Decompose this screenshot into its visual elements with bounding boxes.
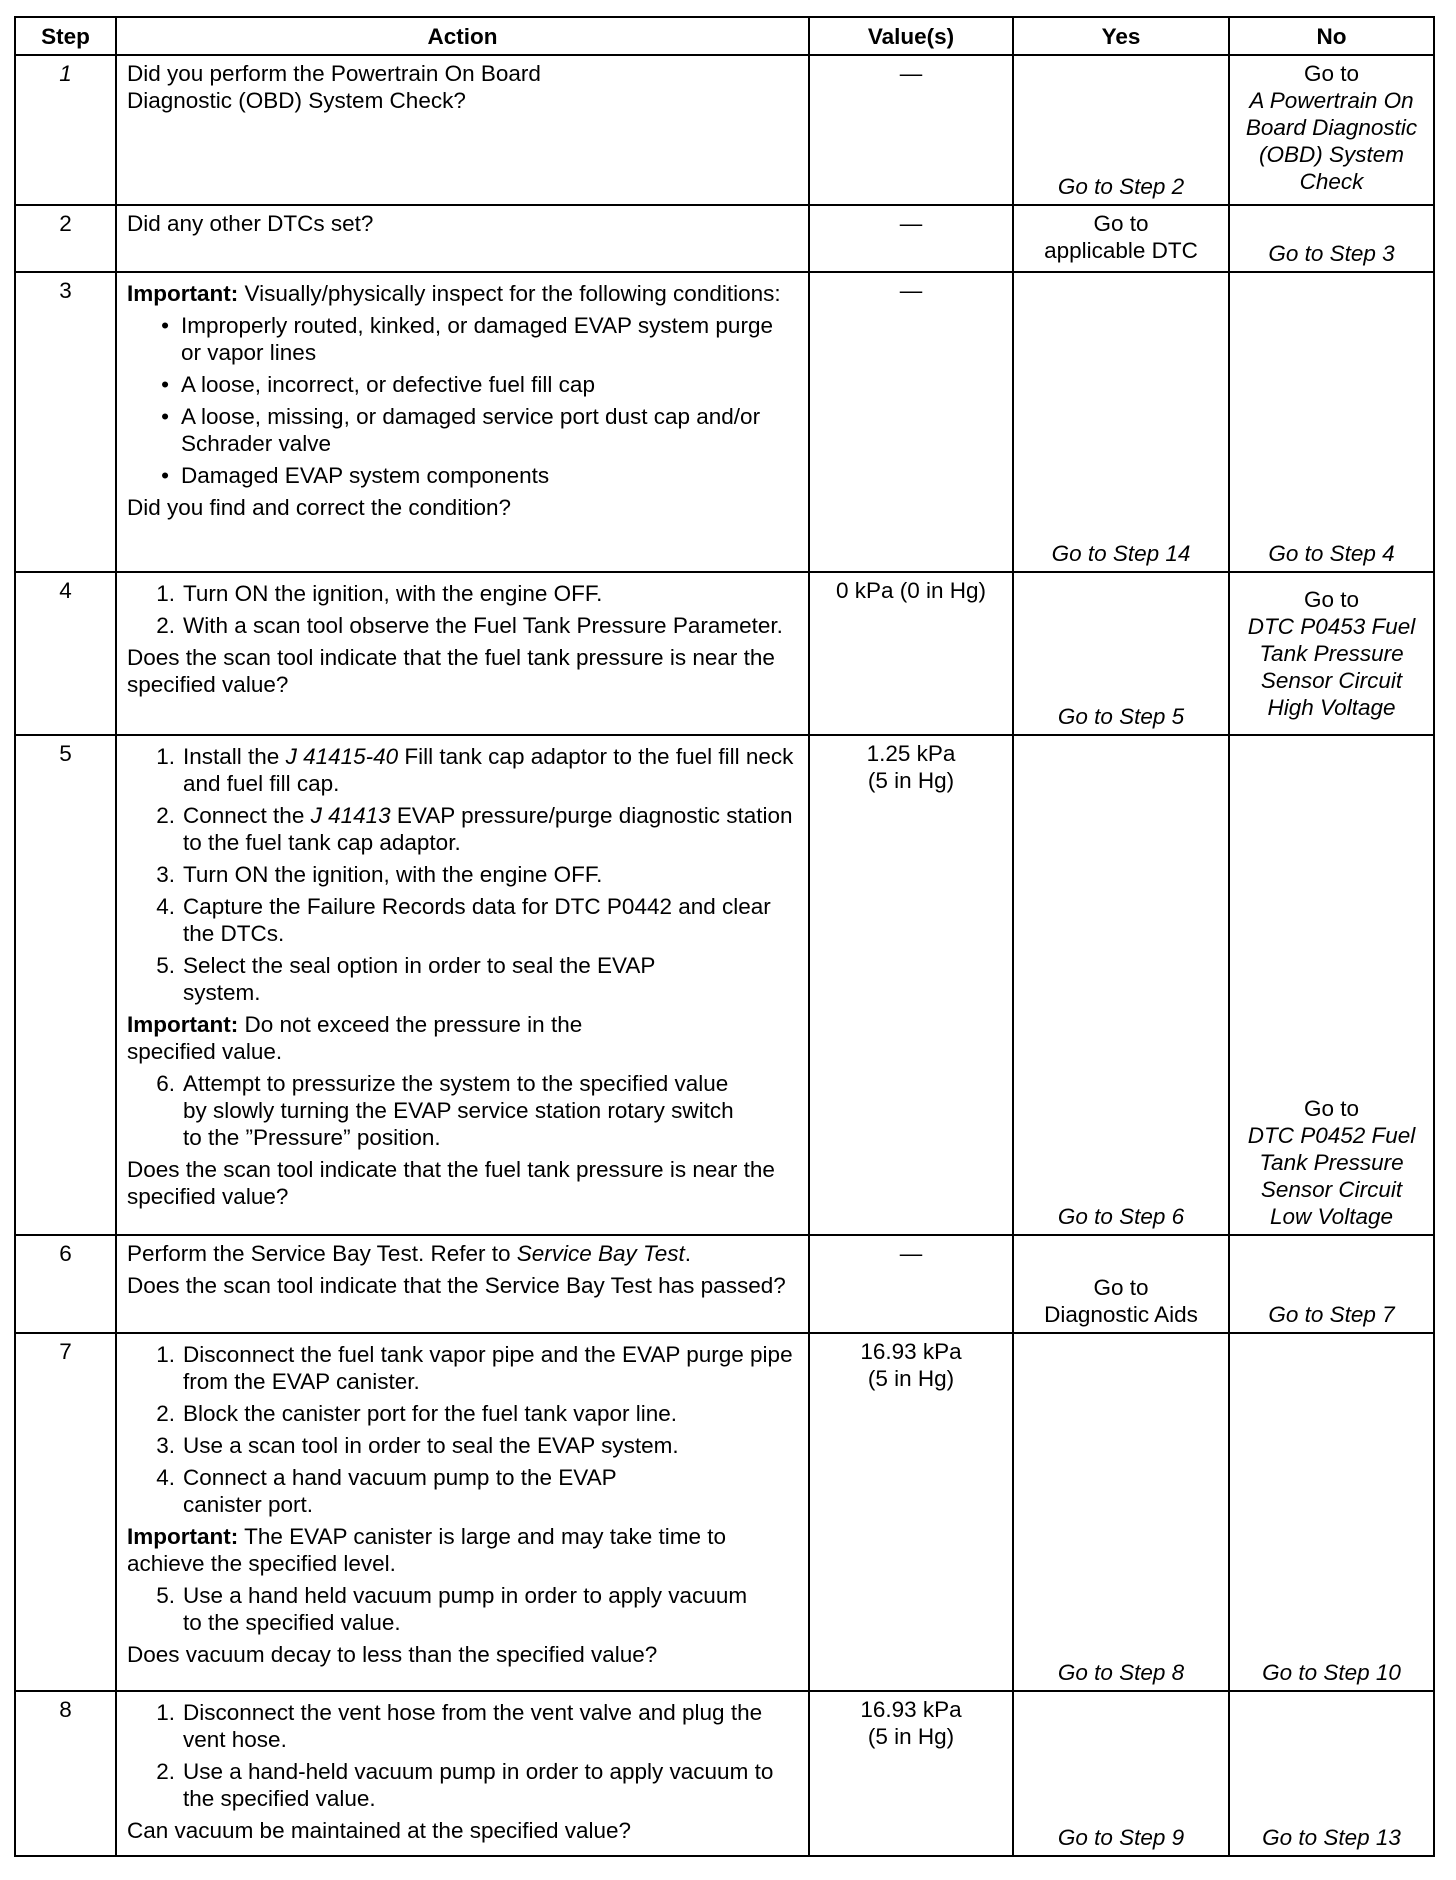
list-item <box>127 861 798 888</box>
table-row <box>15 1333 1434 1691</box>
yes-cell <box>1013 572 1229 735</box>
no-link[interactable]: DTC P0452 Fuel Tank Pressure Sensor Circuit Low Voltage <box>1247 1123 1416 1229</box>
step-index: 3. <box>156 1433 175 1458</box>
list-item <box>127 802 798 856</box>
value-cell: — <box>809 205 1013 272</box>
step-index: 6. <box>156 1071 175 1096</box>
procedure-steps <box>127 743 798 1006</box>
list-item-text: Turn ON the ignition, with the engine OFF. <box>183 581 603 606</box>
step-index: 5. <box>156 953 175 978</box>
important-label: Important: <box>127 281 239 306</box>
important-label: Important: <box>127 1524 239 1549</box>
value-line: 1.25 kPa <box>866 741 956 766</box>
table-row <box>15 572 1434 735</box>
header-no: No <box>1229 17 1434 55</box>
value-cell: 0 kPa (0 in Hg) <box>809 572 1013 735</box>
action-question: Does vacuum decay to less than the specified value? <box>127 1642 658 1667</box>
text-run: . <box>684 1241 692 1266</box>
text-run: Perform the Service Bay Test. Refer to <box>127 1241 517 1266</box>
list-item-text: A loose, incorrect, or defective fuel fill cap <box>181 372 595 397</box>
procedure-steps <box>127 1341 798 1518</box>
yes-link[interactable]: Go to Step 5 <box>1057 704 1185 729</box>
action-cell <box>116 1333 809 1691</box>
step-index: 2. <box>156 613 175 638</box>
step-number: 7 <box>15 1333 116 1691</box>
diagnostic-table <box>14 16 1435 1857</box>
no-link[interactable]: Go to Step 4 <box>1268 541 1395 566</box>
list-item-text: Block the canister port for the fuel tank vapor line. <box>183 1401 678 1426</box>
list-item-text: Capture the Failure Records data for DTC P0442 and clear the DTCs. <box>183 894 771 946</box>
list-item-text: Select the seal option in order to seal the EVAP system. <box>183 953 655 1005</box>
list-item <box>127 580 798 607</box>
action-cell <box>116 1235 809 1333</box>
step-number: 2 <box>15 205 116 272</box>
no-prefix: Go to <box>1303 587 1360 612</box>
header-step: Step <box>15 17 116 55</box>
important-note <box>127 1011 798 1065</box>
table-row <box>15 735 1434 1235</box>
list-item-text: Turn ON the ignition, with the engine OFF. <box>183 862 603 887</box>
bullet: • <box>161 404 169 429</box>
list-item-text: Disconnect the fuel tank vapor pipe and the EVAP purge pipe from the EVAP canister. <box>183 1342 793 1394</box>
list-item <box>127 1758 798 1812</box>
yes-link[interactable]: Go to Step 6 <box>1057 1204 1185 1229</box>
list-item-text: Use a hand-held vacuum pump in order to apply vacuum to the specified value. <box>183 1759 774 1811</box>
step-index: 1. <box>156 1342 175 1367</box>
step-index: 4. <box>156 894 175 919</box>
action-question: Did any other DTCs set? <box>127 211 374 236</box>
step-number: 4 <box>15 572 116 735</box>
procedure-steps <box>127 1699 798 1812</box>
action-cell <box>116 272 809 572</box>
procedure-steps <box>127 1070 798 1151</box>
list-item <box>127 1582 798 1636</box>
yes-cell <box>1013 272 1229 572</box>
condition-list <box>127 312 798 489</box>
step-number: 6 <box>15 1235 116 1333</box>
no-link[interactable]: Go to Step 7 <box>1268 1302 1395 1327</box>
header-values: Value(s) <box>809 17 1013 55</box>
step-number: 8 <box>15 1691 116 1856</box>
yes-cell <box>1013 1333 1229 1691</box>
yes-link[interactable]: Go to Step 8 <box>1057 1660 1185 1685</box>
text-run: Connect the <box>183 803 311 828</box>
action-question: Does the scan tool indicate that the fuel tank pressure is near the specified value? <box>127 1157 775 1209</box>
action-cell <box>116 735 809 1235</box>
yes-cell <box>1013 735 1229 1235</box>
important-label: Important: <box>127 1012 239 1037</box>
no-link[interactable]: A Powertrain On Board Diagnostic (OBD) System Check <box>1245 88 1418 194</box>
no-prefix: Go to <box>1303 61 1360 86</box>
list-item-text: A loose, missing, or damaged service port dust cap and/or Schrader valve <box>181 404 761 456</box>
list-item <box>127 743 798 797</box>
step-index: 5. <box>156 1583 175 1608</box>
yes-link[interactable]: Go to Step 2 <box>1057 174 1185 199</box>
procedure-steps <box>127 1582 798 1636</box>
list-item <box>127 403 798 457</box>
text-run: Install the <box>183 744 286 769</box>
list-item-text: Improperly routed, kinked, or damaged EVAP system purge or vapor lines <box>181 313 773 365</box>
list-item-text: With a scan tool observe the Fuel Tank Pressure Parameter. <box>183 613 783 638</box>
list-item-text: Connect a hand vacuum pump to the EVAP canister port. <box>183 1465 617 1517</box>
procedure-steps <box>127 580 798 639</box>
bullet: • <box>161 463 169 488</box>
list-item <box>127 371 798 398</box>
list-item <box>127 1699 798 1753</box>
no-cell <box>1229 55 1434 205</box>
list-item <box>127 1400 798 1427</box>
list-item-text <box>183 802 798 856</box>
value-line: (5 in Hg) <box>867 1724 955 1749</box>
step-number: 1 <box>15 55 116 205</box>
step-number: 5 <box>15 735 116 1235</box>
action-cell <box>116 572 809 735</box>
yes-cell <box>1013 1691 1229 1856</box>
list-item <box>127 1432 798 1459</box>
value-cell <box>809 1333 1013 1691</box>
list-item <box>127 462 798 489</box>
header-row <box>15 17 1434 55</box>
list-item <box>127 1070 798 1151</box>
no-cell <box>1229 1235 1434 1333</box>
tool-reference[interactable]: J 41415-40 <box>285 744 399 769</box>
action-cell <box>116 1691 809 1856</box>
text-run: EVAP pressure/purge diagnostic station to the fuel tank cap adaptor. <box>183 803 793 855</box>
no-link[interactable]: Go to Step 10 <box>1262 1660 1401 1685</box>
step-index: 2. <box>156 1759 175 1784</box>
yes-link[interactable]: Go to Step 9 <box>1057 1825 1185 1850</box>
no-cell <box>1229 1691 1434 1856</box>
table-row <box>15 1235 1434 1333</box>
table-row <box>15 205 1434 272</box>
text-run: Fill tank cap adaptor to the fuel fill neck and fuel fill cap. <box>183 744 794 796</box>
action-question: Did you perform the Powertrain On Board Diagnostic (OBD) System Check? <box>127 61 541 113</box>
bullet: • <box>161 372 169 397</box>
yes-cell <box>1013 55 1229 205</box>
list-item <box>127 612 798 639</box>
action-instruction <box>127 1240 798 1267</box>
table-row <box>15 55 1434 205</box>
no-link[interactable]: Go to Step 3 <box>1268 241 1395 266</box>
no-cell <box>1229 1333 1434 1691</box>
value-cell: — <box>809 1235 1013 1333</box>
value-cell: — <box>809 55 1013 205</box>
action-question: Did you find and correct the condition? <box>127 495 511 520</box>
no-cell <box>1229 572 1434 735</box>
value-line: 16.93 kPa <box>860 1697 962 1722</box>
value-line: (5 in Hg) <box>867 768 955 793</box>
procedure-reference[interactable]: Service Bay Test <box>516 1241 685 1266</box>
no-link[interactable]: DTC P0453 Fuel Tank Pressure Sensor Circuit High Voltage <box>1247 614 1416 720</box>
no-link[interactable]: Go to Step 13 <box>1262 1825 1401 1850</box>
bullet: • <box>161 313 169 338</box>
list-item-text: Use a scan tool in order to seal the EVAP system. <box>183 1433 679 1458</box>
important-note <box>127 1523 798 1577</box>
yes-link[interactable]: Go to Step 14 <box>1051 541 1191 566</box>
action-cell <box>116 55 809 205</box>
yes-cell <box>1013 1235 1229 1333</box>
yes-link[interactable]: applicable DTC <box>1044 238 1198 263</box>
header-action: Action <box>116 17 809 55</box>
list-item <box>127 952 798 1006</box>
yes-link[interactable]: Diagnostic Aids <box>1044 1302 1198 1327</box>
important-text: Do not exceed the pressure in the specified value. <box>127 1012 583 1064</box>
value-line: (5 in Hg) <box>867 1366 955 1391</box>
step-index: 1. <box>156 744 175 769</box>
no-cell <box>1229 735 1434 1235</box>
value-cell <box>809 1691 1013 1856</box>
step-index: 1. <box>156 581 175 606</box>
header-yes: Yes <box>1013 17 1229 55</box>
list-item <box>127 893 798 947</box>
step-index: 3. <box>156 862 175 887</box>
action-question: Does the scan tool indicate that the Service Bay Test has passed? <box>127 1273 786 1298</box>
yes-prefix: Go to <box>1093 1275 1149 1300</box>
table-row <box>15 1691 1434 1856</box>
list-item-text: Disconnect the vent hose from the vent valve and plug the vent hose. <box>183 1700 763 1752</box>
step-index: 4. <box>156 1465 175 1490</box>
list-item <box>127 312 798 366</box>
step-index: 2. <box>156 1401 175 1426</box>
list-item <box>127 1341 798 1395</box>
list-item <box>127 1464 798 1518</box>
step-index: 2. <box>156 803 175 828</box>
no-cell <box>1229 272 1434 572</box>
action-question: Can vacuum be maintained at the specified value? <box>127 1818 632 1843</box>
list-item-text: Use a hand held vacuum pump in order to apply vacuum to the specified value. <box>183 1583 748 1635</box>
step-number: 3 <box>15 272 116 572</box>
table-row <box>15 272 1434 572</box>
value-line: 16.93 kPa <box>860 1339 962 1364</box>
value-cell <box>809 735 1013 1235</box>
value-cell: — <box>809 272 1013 572</box>
yes-cell <box>1013 205 1229 272</box>
yes-prefix: Go to <box>1093 211 1149 236</box>
important-text: Visually/physically inspect for the following conditions: <box>244 281 781 306</box>
action-cell <box>116 205 809 272</box>
step-index: 1. <box>156 1700 175 1725</box>
important-text: The EVAP canister is large and may take time to achieve the specified level. <box>127 1524 727 1576</box>
tool-reference[interactable]: J 41413 <box>310 803 391 828</box>
list-item-text: Attempt to pressurize the system to the specified value by slowly turning the EVAP service station rotary switch to the ”Pressure” position. <box>183 1071 734 1150</box>
list-item-text <box>183 743 798 797</box>
no-prefix: Go to <box>1303 1096 1360 1121</box>
list-item-text: Damaged EVAP system components <box>181 463 550 488</box>
important-note <box>127 280 798 307</box>
no-cell <box>1229 205 1434 272</box>
action-question: Does the scan tool indicate that the fuel tank pressure is near the specified value? <box>127 645 775 697</box>
